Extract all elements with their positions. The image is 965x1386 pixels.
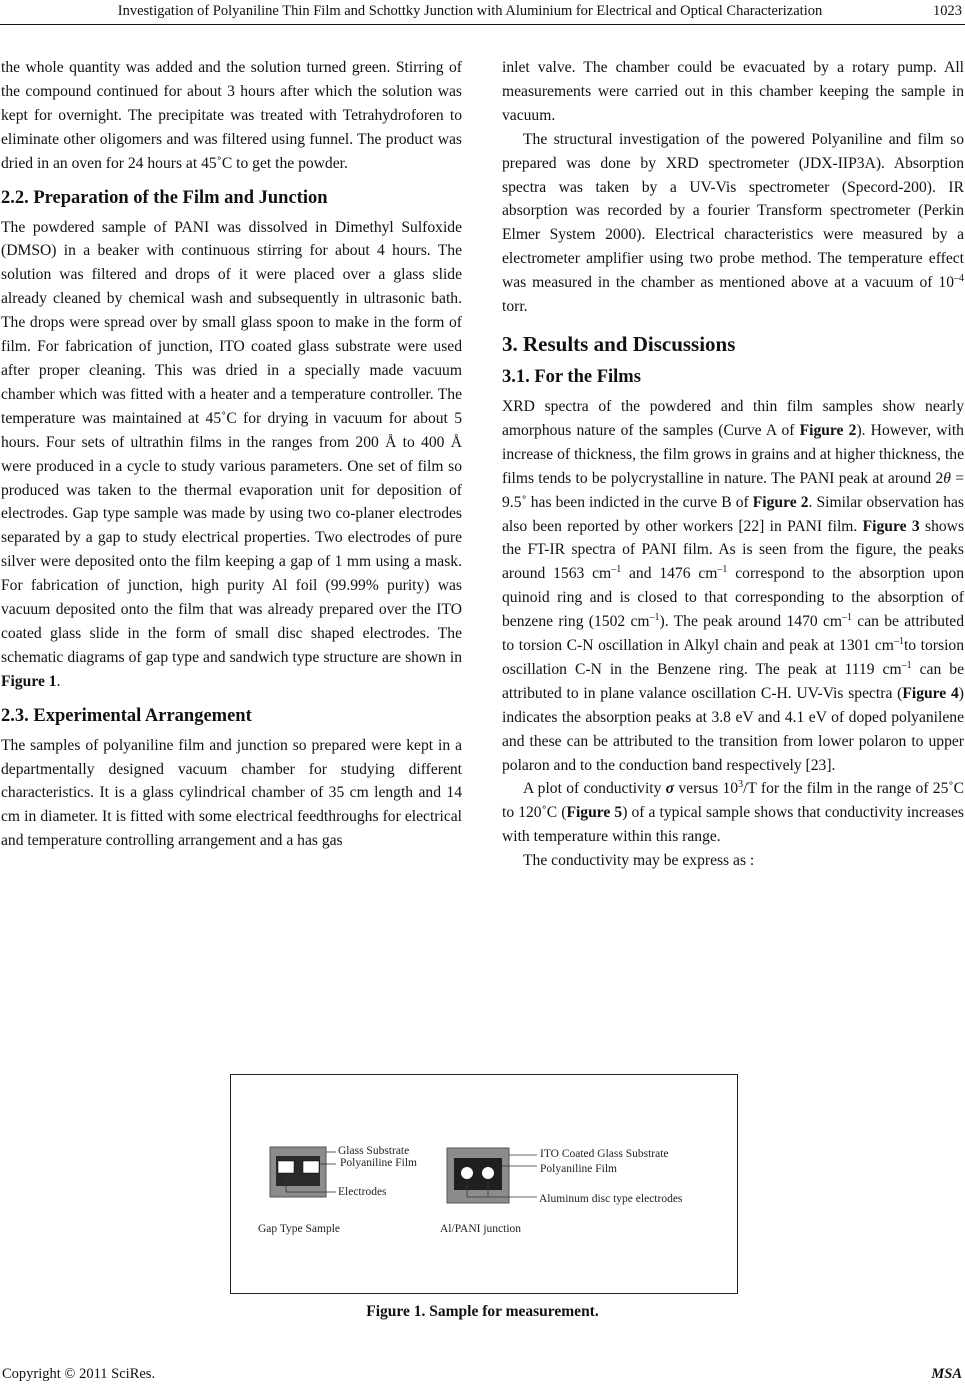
figure-ref[interactable]: Figure 4 <box>902 684 959 702</box>
figure-ref[interactable]: Figure 2 <box>752 493 809 511</box>
figure-1-diagram <box>231 1075 737 1293</box>
section-heading-3-1: 3.1. For the Films <box>502 366 641 387</box>
section-heading-2-2: 2.2. Preparation of the Film and Junction <box>1 187 328 208</box>
label-ito-coated-glass: ITO Coated Glass Substrate <box>540 1148 669 1160</box>
page-number: 1023 <box>933 3 962 19</box>
paragraph: A plot of conductivity σ versus $10^3/T$ for the film in the range of 25˚C to 120˚C (Figure 5) of a typical sample shows that conductivity increases with temperature within this range. <box>502 779 964 846</box>
section-heading-2-3: 2.3. Experimental Arrangement <box>1 705 252 726</box>
label-electrodes: Electrodes <box>338 1186 387 1198</box>
label-al-pani-junction: Al/PANI junction <box>440 1223 522 1235</box>
figure-caption: Figure 1. Sample for measurement. <box>366 1303 599 1320</box>
label-gap-type-sample: Gap Type Sample <box>258 1223 341 1235</box>
gap-electrode-right <box>303 1161 319 1173</box>
gap-electrode-left <box>278 1161 294 1173</box>
journal-name: MSA <box>931 1366 962 1382</box>
figure-ref[interactable]: Figure 2 <box>799 421 857 439</box>
running-header <box>0 0 965 26</box>
paragraph: The structural investigation of the powered Polyaniline and film so prepared was done by XRD spectrometer (JDX-IIP3A). Absorption spectra was taken by a UV-Vis spectrometer (Specord-200). IR absorption was recorded by a fourier Transform spectrometer (Perkin Elmer System 2000). Electrical characteristics were measured by a electrometer amplifier using two probe method. The temperature effect was measured in the chamber as mentioned above at a vacuum of $10^{-4}$ torr. <box>502 130 964 316</box>
paragraph: The conductivity may be express as : <box>523 852 755 870</box>
label-polyaniline-film-left: Polyaniline Film <box>340 1157 417 1169</box>
paragraph: The samples of polyaniline film and junction so prepared were kept in a departmentally designed vacuum chamber for studying different characteristics. It is a glass cylindrical chamber of 35 cm length and 14 cm in diameter. It is fitted with some electrical feedthroughs for electrical and temperature controlling arrangement and a has gas <box>1 736 462 850</box>
figure-ref[interactable]: Figure 1 <box>1 672 57 690</box>
paragraph: XRD spectra of the powdered and thin film samples show nearly amorphous nature of the samples (Curve A of Figure 2). However, with increase of thickness, the film grows in grains and at higher thickness, the films tends to be polycrystalline in nature. The PANI peak at around 2θ = 9.5˚ has been indicted in the curve B of Figure 2. Similar observation has also been reported by other workers [22] in PANI film. Figure 3 shows the FT-IR spectra of PANI film. As is seen from the figure, the peaks around 1563 $cm^{-1}$ and 1476 $cm^{-1}$ correspond to the absorption upon quinoid ring and is closed to that corresponding to the absorption of benzene ring (1502 $cm^{-1}$). The peak around 1470 $cm^{-1}$ can be attributed to torsion C-N oscillation in Alkyl chain and peak at 1301 $cm^{-1}to$ torsion oscillation C-N in the Benzene ring. The peak at 1119 $cm^{-1}$ can be attributed to in plane valance oscillation C-H. UV-Vis spectra (Figure 4) indicates the absorption peaks at 3.8 eV and 4.1 eV of doped polyanilene and these can be attributed to the transition from lower polaron to upper polaron and to the conduction band respectively [23]. <box>502 397 965 774</box>
header-rule <box>0 24 965 25</box>
section-heading-3: 3. Results and Discussions <box>502 331 736 356</box>
label-polyaniline-film-right: Polyaniline Film <box>540 1163 617 1175</box>
al-disc-electrode <box>461 1167 473 1179</box>
left-column <box>1 56 462 853</box>
label-glass-substrate: Glass Substrate <box>338 1145 410 1157</box>
paragraph: inlet valve. The chamber could be evacuated by a rotary pump. All measurements were carried out in this chamber keeping the sample in vacuum. <box>502 59 964 124</box>
paragraph: the whole quantity was added and the solution turned green. Stirring of the compound continued for about 3 hours after which the solution was kept for overnight. The precipitate was treated with Tetrahydroforen to eliminate other oligomers and was filtered using funnel. The product was dried in an oven for 24 hours at 45˚C to get the powder. <box>1 59 462 172</box>
right-column <box>502 56 964 873</box>
figure-ref[interactable]: Figure 5 <box>566 804 623 822</box>
paragraph: The powdered sample of PANI was dissolved in Dimethyl Sulfoxide (DMSO) in a beaker with continuous stirring for about 4 hours. The solution was filtered and drops of it were placed over a glass slide already cleaned by chemical wash and subsequently in ultrasonic bath. The drops were spread over by small glass spoon to make in the form of film. For fabrication of junction, ITO coated glass substrate were used after proper cleaning. This was dried in a specially made vacuum chamber which was fitted with a heater and a temperature controller. The temperature was maintained at 45˚C for drying in vacuum for about 5 hours. Four sets of ultrathin films in the ranges from 200 Å to 400 Å were produced in a cycle to study various parameters. One set of film so produced was taken to the thermal evaporation unit for deposition of electrodes. Gap type sample was made by using two co-planer electrodes separated by a gap to study electrical properties. Two electrodes of pure silver were deposited onto the film keeping a gap of 1 mm using a mask. For fabrication of junction, high purity Al foil (99.99% purity) was vacuum deposited onto the film that was already prepared over the ITO coated glass slide in the form of small disc shaped electrodes. The schematic diagrams of gap type and sandwich type structure are shown in Figure 1. <box>1 218 462 690</box>
figure-ref[interactable]: Figure 3 <box>862 517 920 535</box>
figure-1 <box>230 1074 738 1294</box>
running-title: Investigation of Polyaniline Thin Film and Schottky Junction with Aluminium for Electrical and Optical Characterization <box>117 3 823 19</box>
label-aluminum-electrodes: Aluminum disc type electrodes <box>539 1193 683 1205</box>
al-disc-electrode <box>482 1167 494 1179</box>
copyright: Copyright © 2011 SciRes. <box>2 1366 156 1382</box>
